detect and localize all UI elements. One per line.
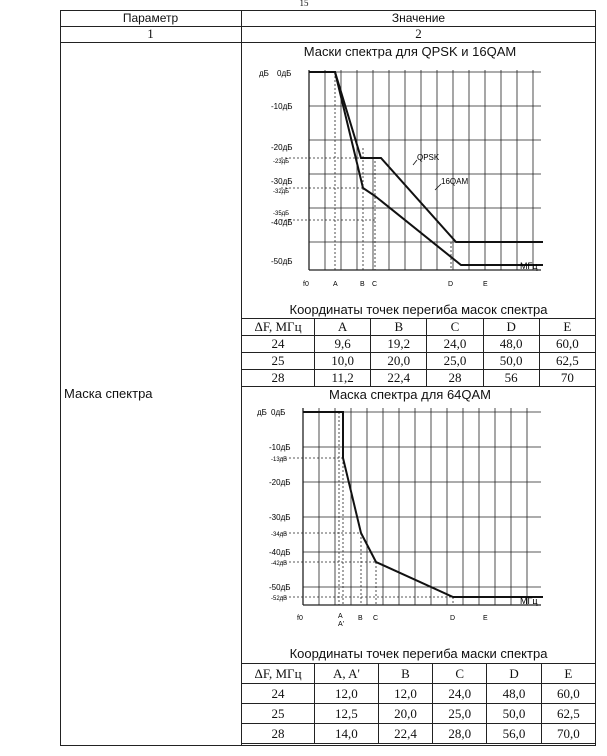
y-tick-20: -20дБ xyxy=(271,143,293,152)
table-cell: 48,0 xyxy=(483,336,539,353)
y-tick-50: -50дБ xyxy=(269,583,291,592)
y-unit-label: дБ xyxy=(259,69,269,78)
x-tick-C: C xyxy=(372,281,378,288)
x-tick-D: D xyxy=(450,615,456,622)
x-tick-f0: f0 xyxy=(303,281,309,288)
y-tick-10: -10дБ xyxy=(271,102,293,111)
table-cell: C xyxy=(433,664,487,684)
guide-lines xyxy=(281,72,451,270)
table-cell: E xyxy=(541,664,595,684)
table-cell: 25,0 xyxy=(433,704,487,724)
table-cell: 20,0 xyxy=(378,704,432,724)
table-cell: 24 xyxy=(242,336,315,353)
y-tick-13: -13дБ xyxy=(271,457,288,463)
table-row xyxy=(242,370,596,387)
y-unit-label: дБ xyxy=(257,408,267,417)
x-tick-C: C xyxy=(373,615,379,622)
x-tick-E: E xyxy=(483,281,488,288)
coord-table-title-bottom: Координаты точек перегиба маски спектра xyxy=(289,646,548,661)
column-number-1: 1 xyxy=(147,26,154,41)
table-cell: 12,5 xyxy=(315,704,379,724)
table-cell: B xyxy=(378,664,432,684)
y-tick-34: -34дБ xyxy=(271,532,288,538)
table-cell: 24,0 xyxy=(433,684,487,704)
table-cell: 25 xyxy=(242,704,315,724)
table-cell: 12,0 xyxy=(315,684,379,704)
table-cell: 9,6 xyxy=(315,336,371,353)
table-cell: C xyxy=(427,319,483,336)
table-cell: 22,4 xyxy=(371,370,427,387)
table-cell: 56 xyxy=(483,370,539,387)
table-row xyxy=(242,664,596,684)
header-value: Значение xyxy=(391,11,446,25)
y-tick-35: -35дБ xyxy=(273,211,290,217)
table-cell: ΔF, МГц xyxy=(242,319,315,336)
x-tick-f0: f0 xyxy=(297,615,303,622)
x-tick-D: D xyxy=(448,281,454,288)
table-cell: 28,0 xyxy=(433,724,487,744)
series-label-qpsk: QPSK xyxy=(417,153,440,162)
row-label: Маска спектра xyxy=(64,386,153,401)
table-cell: 70,0 xyxy=(541,724,595,744)
chart-qpsk-16qam xyxy=(241,60,596,305)
y-tick-40: -40дБ xyxy=(271,218,293,227)
table-cell: 24 xyxy=(242,684,315,704)
table-cell: ΔF, МГц xyxy=(242,664,315,684)
x-unit-label: МГц xyxy=(520,261,538,271)
page-number: 15 xyxy=(299,0,309,8)
table-cell: 28 xyxy=(242,370,315,387)
y-tick-32: -32дБ xyxy=(273,189,290,195)
y-tick-0: 0дБ xyxy=(277,69,292,78)
x-tick-A-prime: A' xyxy=(338,621,345,628)
table-cell: 12,0 xyxy=(378,684,432,704)
y-tick-40: -40дБ xyxy=(269,548,291,557)
table-cell: 25,0 xyxy=(427,353,483,370)
x-tick-B: B xyxy=(360,281,365,288)
table-cell: 50,0 xyxy=(483,353,539,370)
chart-title-bottom: Маска спектра для 64QAM xyxy=(328,387,492,402)
table-row xyxy=(242,336,596,353)
table-cell: 70 xyxy=(539,370,595,387)
table-row xyxy=(242,353,596,370)
table-cell: 10,0 xyxy=(315,353,371,370)
table-row xyxy=(242,319,596,336)
chart-64qam xyxy=(241,400,596,640)
coord-table-title-top: Координаты точек перегиба масок спектра xyxy=(289,302,548,317)
column-number-2: 2 xyxy=(415,26,422,41)
chart-title-top: Маски спектра для QPSK и 16QAM xyxy=(303,44,517,59)
table-cell: A, A' xyxy=(315,664,379,684)
y-tick-10: -10дБ xyxy=(269,443,291,452)
table-cell: 28 xyxy=(427,370,483,387)
x-tick-A: A xyxy=(333,281,338,288)
table-cell: A xyxy=(315,319,371,336)
table-cell: D xyxy=(487,664,541,684)
x-unit-label: МГц xyxy=(520,596,538,606)
table-cell: B xyxy=(371,319,427,336)
y-tick-30: -30дБ xyxy=(271,177,293,186)
header-param: Параметр xyxy=(122,11,179,25)
y-tick-20: -20дБ xyxy=(269,478,291,487)
table-cell: 62,5 xyxy=(539,353,595,370)
y-tick-23: -23дБ xyxy=(273,159,290,165)
table-cell: 25 xyxy=(242,353,315,370)
table-cell: 11,2 xyxy=(315,370,371,387)
y-tick-52: -52дБ xyxy=(271,596,288,602)
table-cell: 56,0 xyxy=(487,724,541,744)
x-tick-A: A xyxy=(338,613,343,620)
table-row xyxy=(242,724,596,744)
coord-table-top xyxy=(241,318,596,387)
y-tick-42: -42дБ xyxy=(271,561,288,567)
table-cell: 22,4 xyxy=(378,724,432,744)
row-divider xyxy=(60,42,596,43)
table-cell: 62,5 xyxy=(541,704,595,724)
table-cell: 60,0 xyxy=(541,684,595,704)
table-cell: 24,0 xyxy=(427,336,483,353)
y-tick-0: 0дБ xyxy=(271,408,286,417)
table-cell: 28 xyxy=(242,724,315,744)
coord-table-bottom xyxy=(241,663,596,744)
series-label-16qam: 16QAM xyxy=(441,177,469,186)
table-cell: E xyxy=(539,319,595,336)
x-tick-E: E xyxy=(483,615,488,622)
table-cell: 19,2 xyxy=(371,336,427,353)
table-cell: 48,0 xyxy=(487,684,541,704)
table-cell: 50,0 xyxy=(487,704,541,724)
table-row xyxy=(242,684,596,704)
table-cell: D xyxy=(483,319,539,336)
y-tick-50: -50дБ xyxy=(271,257,293,266)
table-cell: 14,0 xyxy=(315,724,379,744)
table-cell: 60,0 xyxy=(539,336,595,353)
table-row xyxy=(242,704,596,724)
table-cell: 20,0 xyxy=(371,353,427,370)
x-tick-B: B xyxy=(358,615,363,622)
y-tick-30: -30дБ xyxy=(269,513,291,522)
